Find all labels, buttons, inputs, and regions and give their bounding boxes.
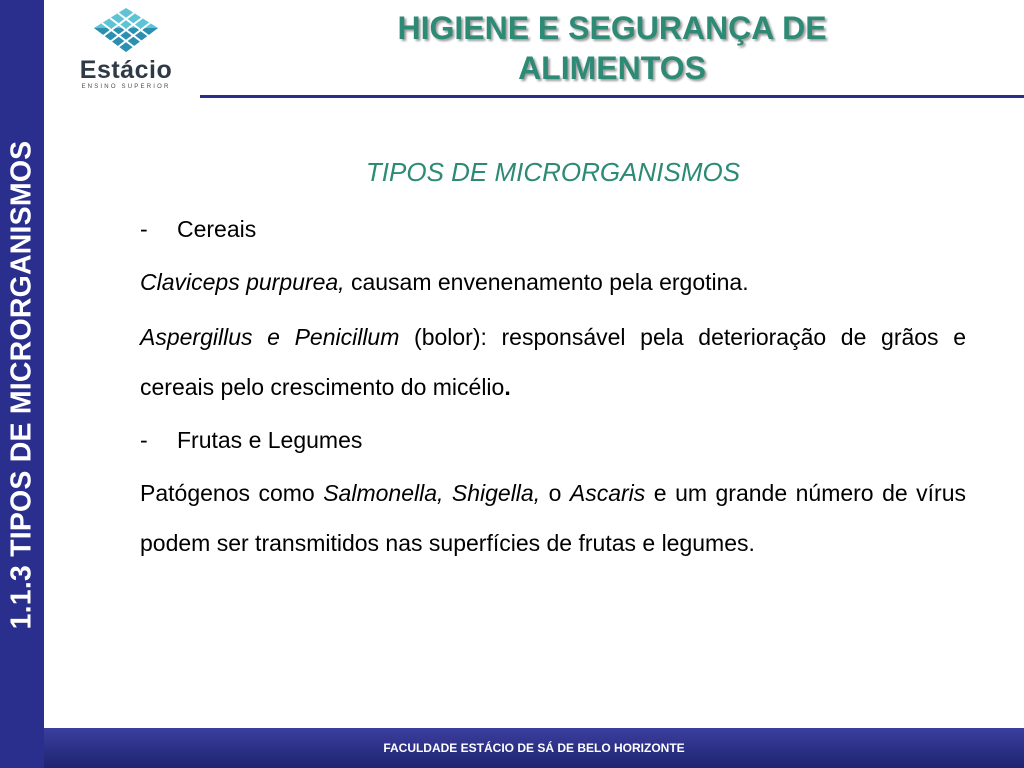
species-name: Aspergillus e Penicillum (140, 324, 400, 350)
bullet-label: Frutas e Legumes (177, 427, 363, 453)
paragraph-text: e um grande número de vírus podem ser transmitidos nas superfícies de frutas e legumes. (140, 480, 967, 556)
paragraph-text: Patógenos como (140, 480, 324, 506)
paragraph-text: (bolor): responsável pela deterioração de grãos e cereais pelo crescimento do micélio (140, 324, 966, 400)
title-line-1: HIGIENE E SEGURANÇA DE (397, 10, 827, 46)
bullet-label: Cereais (177, 216, 257, 242)
bullet-frutas-legumes (140, 417, 966, 463)
slide-content (140, 150, 966, 573)
header-divider (200, 95, 1024, 98)
paragraph-aspergillus (140, 312, 966, 412)
paragraph-patogenos (140, 468, 966, 568)
page-title (200, 8, 1024, 88)
bullet-cereais (140, 206, 966, 252)
bullet-dash: - (140, 216, 148, 242)
footer-bar (44, 728, 1024, 768)
bullet-dash: - (140, 427, 148, 453)
species-name: Claviceps purpurea, (140, 269, 345, 295)
footer-text: FACULDADE ESTÁCIO DE SÁ DE BELO HORIZONTE (383, 741, 685, 755)
title-line-2: ALIMENTOS (518, 50, 706, 86)
species-name: Ascaris (569, 480, 646, 506)
paragraph-text: causam envenenamento pela ergotina. (344, 269, 749, 295)
logo-tagline: ENSINO SUPERIOR (81, 84, 171, 90)
diamond-grid-logo-icon (92, 6, 160, 54)
estacio-logo (60, 6, 192, 90)
section-label: 1.1.3 TIPOS DE MICRORGANISMOS (5, 140, 38, 630)
side-bar (0, 0, 44, 768)
logo-wordmark: Estácio (79, 56, 173, 84)
paragraph-text: o (540, 480, 570, 506)
paragraph-claviceps (140, 257, 966, 307)
species-name: Salmonella, Shigella, (323, 480, 541, 506)
paragraph-end: . (504, 374, 511, 400)
slide-subtitle: TIPOS DE MICRORGANISMOS (365, 157, 741, 187)
